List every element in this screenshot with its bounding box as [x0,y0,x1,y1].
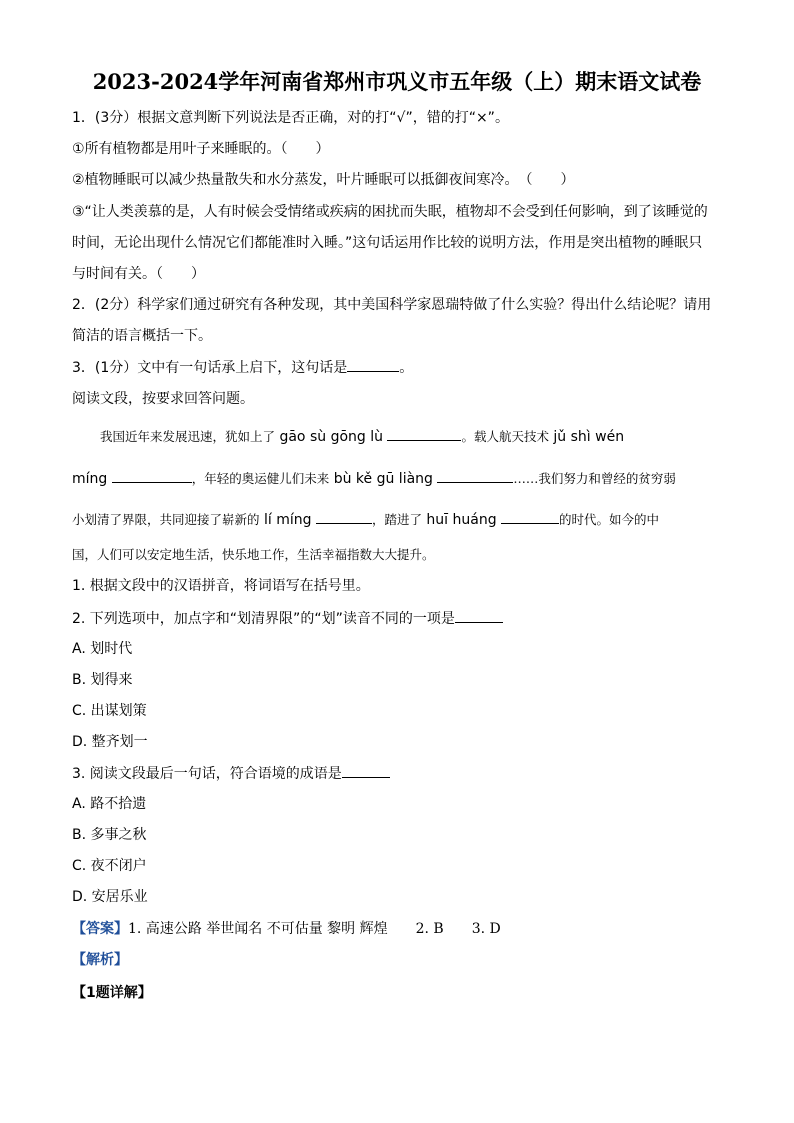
pinyin: gāo sù gōng lù [275,429,388,445]
analysis-label: 【解析】 [72,952,128,968]
passage-text: 小划清了界限，共同迎接了崭新的 [72,512,260,527]
q1-item-3-line-1: ③“让人类羡慕的是，人有时候会受情绪或疾病的困扰而失眠，植物却不会受到任何影响，到了该睡觉的 [72,204,708,220]
pinyin: míng [72,471,112,487]
passage-text: ，踏进了 [371,512,422,527]
pinyin-answer-blank[interactable] [316,509,372,524]
sub-question-2 [72,608,503,629]
q1-item-3-line-3: 与时间有关。（ ） [72,266,205,282]
answer-row [72,919,501,939]
option-b[interactable]: B. 多事之秋 [72,827,147,843]
passage-text: ……我们努力和曾经的贫穷弱 [513,471,676,486]
q3-end: 。 [399,360,414,376]
pinyin: bù kě gū liàng [329,471,438,487]
option-c[interactable]: C. 夜不闭户 [72,858,147,874]
answer-text: 1. 高速公路 举世闻名 不可估量 黎明 辉煌 2. B 3. D [128,921,501,937]
passage-line-4: 国，人们可以安定地生活，快乐地工作，生活幸福指数大大提升。 [72,547,435,562]
option-c[interactable]: C. 出谋划策 [72,703,147,719]
page-title: 2023-2024学年河南省郑州市巩义市五年级（上）期末语文试卷 [92,69,702,94]
passage-text: 的时代。如今的中 [559,512,660,527]
passage-text: 。载人航天技术 [461,429,549,444]
option-a[interactable]: A. 划时代 [72,641,133,657]
passage-text: ，年轻的奥运健儿们未来 [191,471,330,486]
q3-answer-blank[interactable] [347,357,399,372]
sub-question-2-blank[interactable] [455,608,503,623]
pinyin: jǔ shì wén [548,429,625,445]
q2-line-2: 简洁的语言概括一下。 [72,328,212,344]
passage-text: 我国近年来发展迅速，犹如上了 [100,429,276,444]
q3 [72,357,413,378]
pinyin-answer-blank[interactable] [501,509,559,524]
reading-intro: 阅读文段，按要求回答问题。 [72,391,254,407]
sub-question-1: 1. 根据文段中的汉语拼音，将词语写在括号里。 [72,578,370,594]
q3-text: 3．(1分）文中有一句话承上启下，这句话是 [72,360,348,376]
detail-label: 【1题详解】 [72,985,152,1001]
pinyin-answer-blank[interactable] [112,468,192,483]
option-d[interactable]: D. 安居乐业 [72,889,148,905]
pinyin-answer-blank[interactable] [437,468,513,483]
q1-item-2: ②植物睡眠可以减少热量散失和水分蒸发，叶片睡眠可以抵御夜间寒冷。 （ ） [72,172,575,188]
sub-question-2-text: 2. 下列选项中，加点字和“划清界限”的“划”读音不同的一项是 [72,611,455,627]
passage-line-1 [100,426,624,447]
q1-item-1: ①所有植物都是用叶子来睡眠的。（ ） [72,141,330,157]
sub-question-3-text: 3. 阅读文段最后一句话，符合语境的成语是 [72,766,342,782]
option-a[interactable]: A. 路不拾遗 [72,796,147,812]
q1-item-3-line-2: 时间，无论出现什么情况它们都能准时入睡。”这句话运用作比较的说明方法，作用是突出植物的睡眠只 [72,235,703,251]
q2-line-1: 2．(2分）科学家们通过研究有各种发现，其中美国科学家恩瑞特做了什么实验？得出什么结论呢？请用 [72,297,712,313]
passage-line-2 [72,468,676,489]
answer-label: 【答案】 [72,921,128,937]
pinyin: lí míng [259,512,316,528]
pinyin-answer-blank[interactable] [387,426,461,441]
passage-line-3 [72,509,659,530]
q1-stem: 1．(3分）根据文意判断下列说法是否正确，对的打“√”，错的打“×”。 [72,110,509,126]
option-b[interactable]: B. 划得来 [72,672,133,688]
sub-question-3 [72,763,390,784]
pinyin: huī huáng [421,512,502,528]
option-d[interactable]: D. 整齐划一 [72,734,148,750]
sub-question-3-blank[interactable] [342,763,390,778]
